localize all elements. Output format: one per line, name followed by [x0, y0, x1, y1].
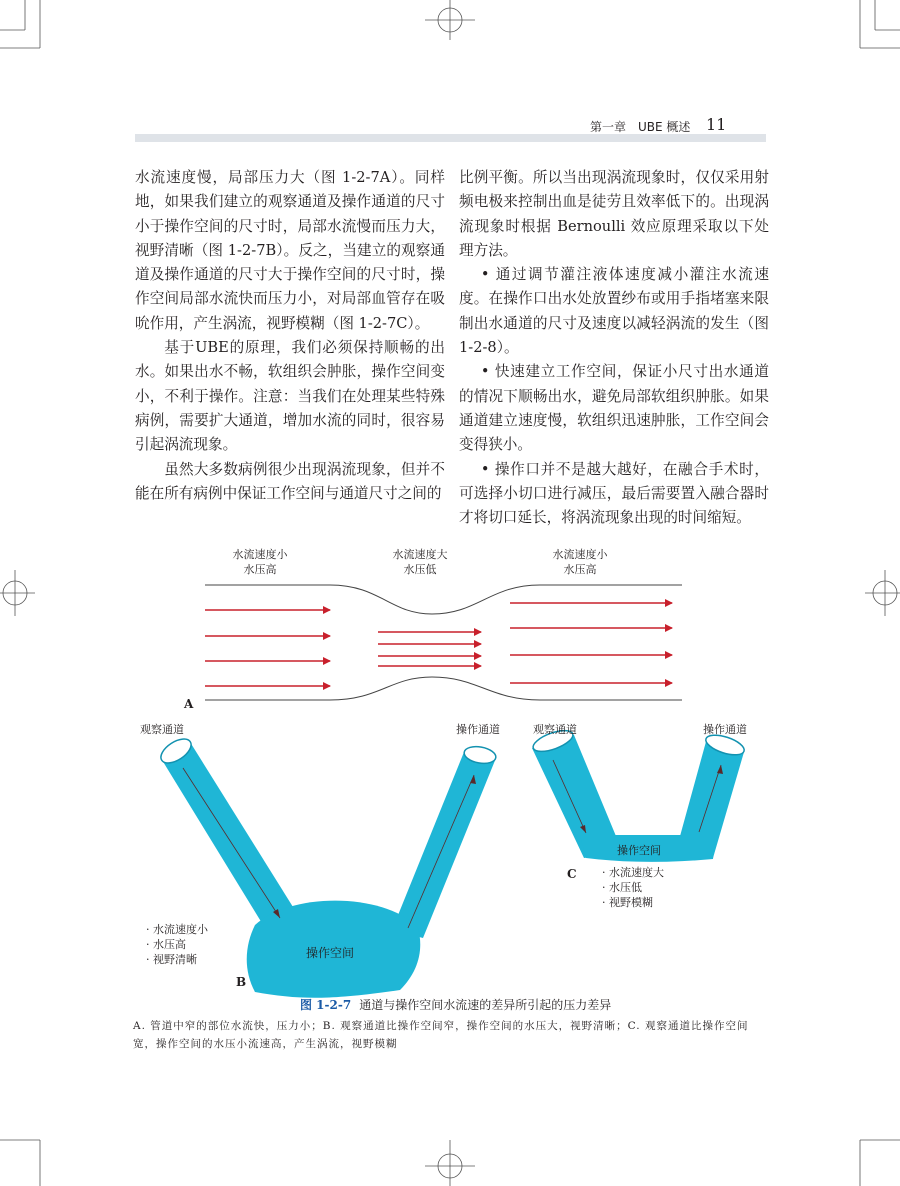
panel-letter-c: C: [567, 867, 577, 881]
figure-label: 图 1-2-7: [300, 998, 352, 1012]
paragraph: 水流速度慢，局部压力大（图 1-2-7A）。同样地，如果我们建立的观察通道及操作通道的尺寸小于操作空间的尺寸时，局部水流慢而压力大，视野清晰（图 1-2-7B）。反之，当建立的观察通道及操作通道的尺寸大于操作空间的尺寸时，操作空间局部水流快而压力小，对局部血管存在吸吮作用，产生涡流，视野模糊（图 1-2-7C）。: [135, 169, 445, 332]
label-observation-channel-c: 观察通道: [533, 723, 577, 736]
figure-title: 通道与操作空间水流速的差异所引起的压力差异: [359, 998, 612, 1012]
panel-letter-b: B: [236, 975, 247, 989]
chapter-title: 第一章 UBE 概述: [590, 120, 691, 134]
paragraph: 基于UBE的原理，我们必须保持顺畅的出水。如果出水不畅，软组织会肿胀，操作空间变小，不利于操作。注意：当我们在处理某些特殊病例，需要扩大通道，增加水流的同时，很容易引起涡流现象。: [135, 339, 445, 454]
bullet-paragraph: • 通过调节灌注液体速度减小灌注水流速度。在操作口出水处放置纱布或用手指堵塞来限制出水通道的尺寸及速度以减轻涡流的发生（图 1-2-8）。: [459, 266, 769, 357]
figure-caption-title: [300, 996, 611, 1013]
panel-b-notes: · 水流速度小 · 水压高 · 视野清晰: [146, 923, 208, 966]
panel-letter-a: A: [184, 697, 194, 711]
paragraph: 比例平衡。所以当出现涡流现象时，仅仅采用射频电极来控制出血是徒劳且效率低下的。出现涡流现象时根据 Bernoulli 效应原理采取以下处理方法。: [459, 169, 769, 259]
label-low-speed-right: 水流速度小 水压高: [552, 548, 608, 576]
figure-caption-text: A. 管道中窄的部位水流快，压力小；B. 观察通道比操作空间窄，操作空间的水压大，视野清晰；C. 观察通道比操作空间宽，操作空间的水压小流速高，产生涡流，视野模糊: [133, 1020, 749, 1050]
label-operation-channel-c: 操作通道: [703, 723, 747, 736]
panel-c-notes: · 水流速度大 · 水压低 · 视野模糊: [602, 866, 664, 909]
label-low-speed-left: 水流速度小 水压高: [232, 548, 288, 576]
bullet-paragraph: • 快速建立工作空间，保证小尺寸出水通道的情况下顺畅出水，避免局部软组织肿胀。如果通道建立速度慢，软组织迅速肿胀，工作空间会变得狭小。: [459, 363, 769, 454]
label-operation-space-b: 操作空间: [306, 946, 355, 960]
bullet-paragraph: • 操作口并不是越大越好，在融合手术时，可选择小切口进行减压，最后需要置入融合器时才将切口延长，将涡流现象出现的时间缩短。: [459, 460, 769, 527]
label-high-speed: 水流速度大 水压低: [392, 548, 448, 576]
label-operation-channel-b: 操作通道: [456, 723, 500, 736]
paragraph: 虽然大多数病例很少出现涡流现象，但并不能在所有病例中保证工作空间与通道尺寸之间的: [135, 460, 445, 502]
page-number: 11: [706, 115, 727, 134]
label-operation-space-c: 操作空间: [617, 844, 661, 857]
label-observation-channel-b: 观察通道: [140, 723, 184, 736]
